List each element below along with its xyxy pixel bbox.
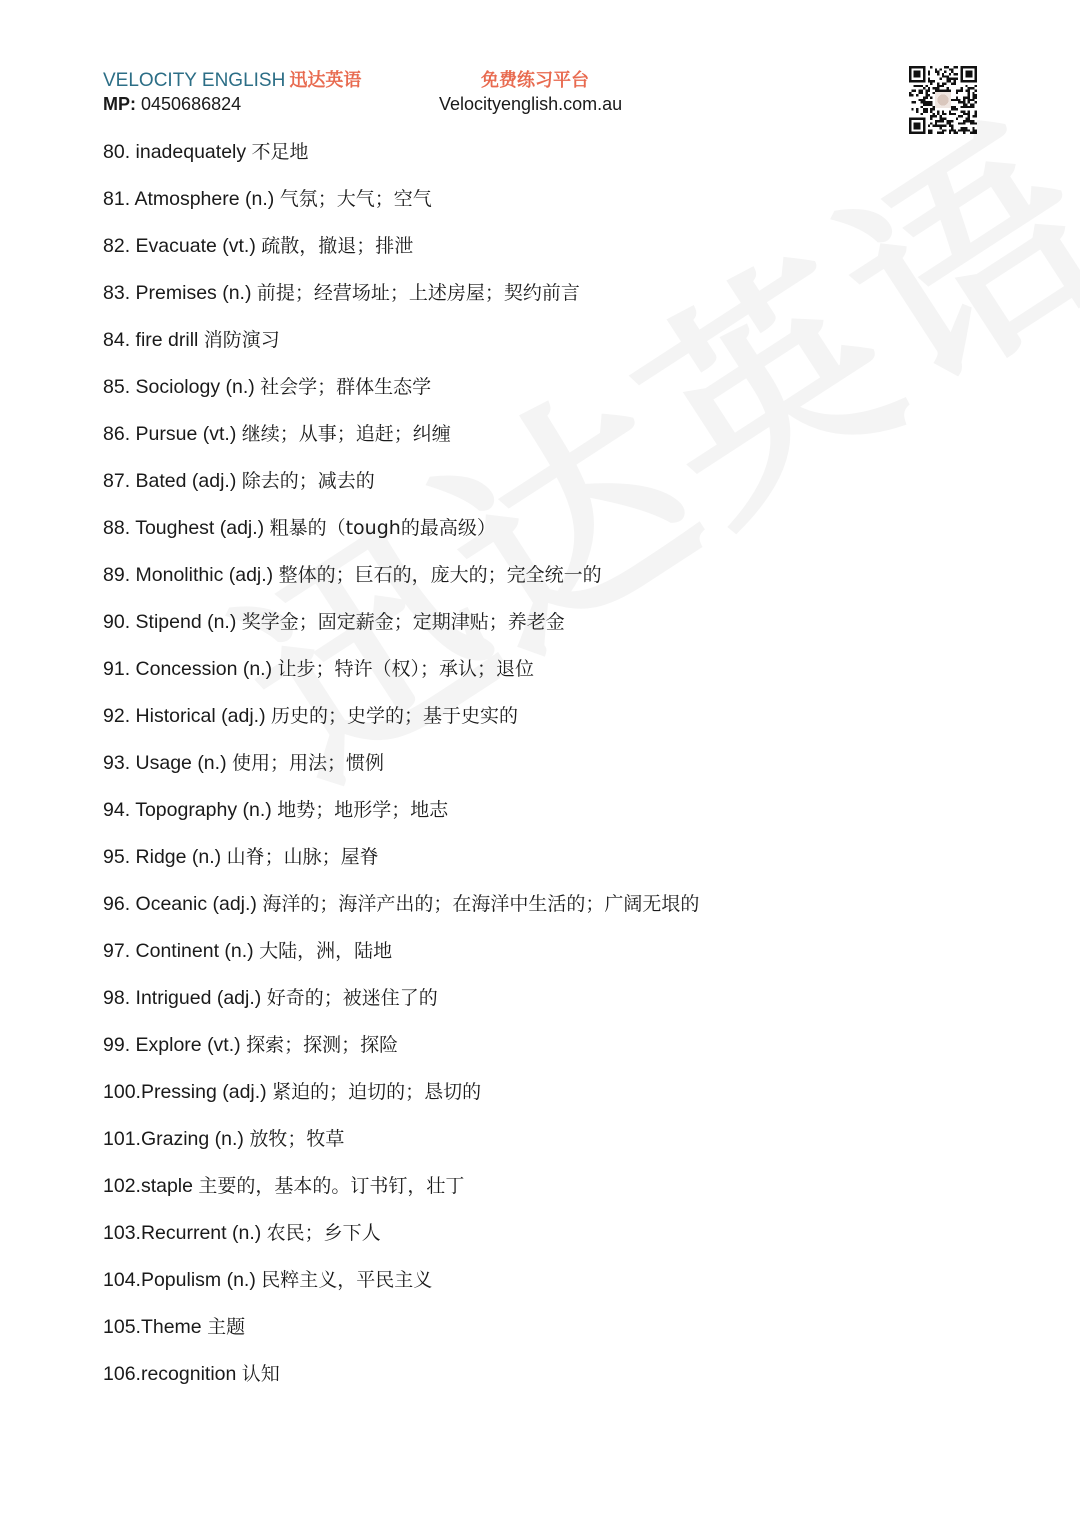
- item-number: 87.: [103, 470, 131, 492]
- item-meaning: 奖学金；固定薪金；定期津贴；养老金: [241, 611, 565, 633]
- item-number: 91.: [103, 658, 131, 680]
- list-item: [103, 890, 699, 937]
- item-term: Populism (n.): [140, 1269, 256, 1291]
- item-number: 93.: [103, 752, 131, 774]
- item-number: 88.: [103, 517, 131, 539]
- brand-name-cn: 迅达英语: [289, 70, 362, 91]
- item-meaning: 气氛；大气；空气: [279, 188, 432, 210]
- item-number: 102.: [103, 1175, 141, 1197]
- item-number: 99.: [103, 1034, 131, 1056]
- list-item: [103, 561, 699, 608]
- item-number: 95.: [103, 846, 131, 868]
- list-item: [103, 1031, 699, 1078]
- list-item: [103, 138, 699, 185]
- item-number: 104.: [103, 1269, 141, 1291]
- list-item: [103, 937, 699, 984]
- item-term: Recurrent (n.): [140, 1222, 262, 1244]
- item-meaning: 大陆，洲，陆地: [259, 940, 393, 962]
- list-item: [103, 420, 699, 467]
- item-meaning: 探索；探测；探险: [246, 1034, 399, 1056]
- item-meaning: 粗暴的（tough的最高级）: [269, 517, 496, 539]
- brand-name-en: VELOCITY ENGLISH: [103, 70, 286, 91]
- item-term: Usage (n.): [135, 752, 227, 774]
- list-item: [103, 796, 699, 843]
- brand-line: [103, 66, 361, 92]
- list-item: [103, 608, 699, 655]
- item-number: 84.: [103, 329, 131, 351]
- list-item: [103, 1172, 699, 1219]
- qr-code-icon: [909, 66, 977, 134]
- item-meaning: 继续；从事；追赶；纠缠: [241, 423, 451, 445]
- item-term: Concession (n.): [135, 658, 273, 680]
- item-term: Monolithic (adj.): [135, 564, 274, 586]
- item-term: Pursue (vt.): [135, 423, 237, 445]
- list-item: [103, 749, 699, 796]
- practice-platform-label: 免费练习平台: [481, 70, 589, 91]
- item-meaning: 地势；地形学；地志: [277, 799, 449, 821]
- item-term: Grazing (n.): [140, 1128, 244, 1150]
- item-term: Theme: [140, 1316, 202, 1338]
- item-term: recognition: [140, 1363, 237, 1385]
- item-term: Explore (vt.): [135, 1034, 241, 1056]
- item-number: 103.: [103, 1222, 141, 1244]
- list-item: [103, 232, 699, 279]
- item-number: 80.: [103, 141, 131, 163]
- page-header: [103, 66, 983, 136]
- item-number: 90.: [103, 611, 131, 633]
- item-number: 100.: [103, 1081, 141, 1103]
- item-meaning: 农民；乡下人: [266, 1222, 381, 1244]
- item-number: 106.: [103, 1363, 141, 1385]
- list-item: [103, 467, 699, 514]
- item-term: Continent (n.): [135, 940, 254, 962]
- item-number: 89.: [103, 564, 131, 586]
- list-item: [103, 185, 699, 232]
- vocabulary-list: [103, 138, 699, 1407]
- phone-number: 0450686824: [141, 94, 242, 114]
- phone-line: [103, 94, 241, 115]
- list-item: [103, 326, 699, 373]
- item-meaning: 放牧；牧草: [249, 1128, 345, 1150]
- item-term: Atmosphere (n.): [134, 188, 275, 210]
- item-meaning: 疏散，撤退；排泄: [261, 235, 414, 257]
- item-meaning: 除去的；减去的: [241, 470, 375, 492]
- item-meaning: 消防演习: [203, 329, 280, 351]
- item-term: Pressing (adj.): [140, 1081, 267, 1103]
- phone-label: MP:: [103, 94, 136, 114]
- item-term: Premises (n.): [135, 282, 252, 304]
- item-meaning: 主题: [207, 1316, 246, 1338]
- item-meaning: 使用；用法；惯例: [232, 752, 385, 774]
- item-number: 105.: [103, 1316, 141, 1338]
- item-number: 92.: [103, 705, 131, 727]
- item-number: 82.: [103, 235, 131, 257]
- item-meaning: 紧迫的；迫切的；恳切的: [272, 1081, 482, 1103]
- item-number: 94.: [103, 799, 131, 821]
- list-item: [103, 655, 699, 702]
- item-term: Evacuate (vt.): [135, 235, 256, 257]
- item-number: 83.: [103, 282, 131, 304]
- item-meaning: 好奇的；被迷住了的: [266, 987, 438, 1009]
- item-term: staple: [140, 1175, 193, 1197]
- list-item: [103, 1125, 699, 1172]
- item-meaning: 历史的；史学的；基于史实的: [270, 705, 518, 727]
- item-term: inadequately: [135, 141, 247, 163]
- item-number: 96.: [103, 893, 131, 915]
- item-meaning: 民粹主义，平民主义: [261, 1269, 433, 1291]
- website-url: Velocityenglish.com.au: [439, 94, 623, 114]
- item-term: Toughest (adj.): [135, 517, 265, 539]
- item-meaning: 不足地: [251, 141, 309, 163]
- list-item: [103, 373, 699, 420]
- item-meaning: 山脊；山脉；屋脊: [226, 846, 379, 868]
- item-number: 81.: [103, 188, 131, 210]
- list-item: [103, 984, 699, 1031]
- list-item: [103, 1078, 699, 1125]
- item-term: Historical (adj.): [135, 705, 266, 727]
- item-number: 86.: [103, 423, 131, 445]
- list-item: [103, 279, 699, 326]
- item-number: 85.: [103, 376, 131, 398]
- item-meaning: 主要的，基本的。订书钉，壮丁: [198, 1175, 465, 1197]
- item-meaning: 社会学；群体生态学: [260, 376, 432, 398]
- item-term: Intrigued (adj.): [135, 987, 262, 1009]
- item-meaning: 认知: [241, 1363, 280, 1385]
- item-meaning: 海洋的；海洋产出的；在海洋中生活的；广阔无垠的: [262, 893, 700, 915]
- list-item: [103, 1313, 699, 1360]
- list-item: [103, 1219, 699, 1266]
- item-number: 97.: [103, 940, 131, 962]
- item-meaning: 让步；特许（权）；承认；退位: [277, 658, 535, 680]
- item-term: Oceanic (adj.): [135, 893, 257, 915]
- item-meaning: 前提；经营场址；上述房屋；契约前言: [256, 282, 580, 304]
- list-item: [103, 702, 699, 749]
- item-term: Sociology (n.): [135, 376, 255, 398]
- list-item: [103, 1266, 699, 1313]
- list-item: [103, 514, 699, 561]
- item-number: 101.: [103, 1128, 141, 1150]
- list-item: [103, 1360, 699, 1407]
- item-term: Bated (adj.): [135, 470, 237, 492]
- item-number: 98.: [103, 987, 131, 1009]
- item-term: Stipend (n.): [135, 611, 237, 633]
- item-term: Ridge (n.): [135, 846, 222, 868]
- item-term: fire drill: [135, 329, 199, 351]
- item-term: Topography (n.): [135, 799, 272, 821]
- item-meaning: 整体的；巨石的，庞大的；完全统一的: [278, 564, 602, 586]
- list-item: [103, 843, 699, 890]
